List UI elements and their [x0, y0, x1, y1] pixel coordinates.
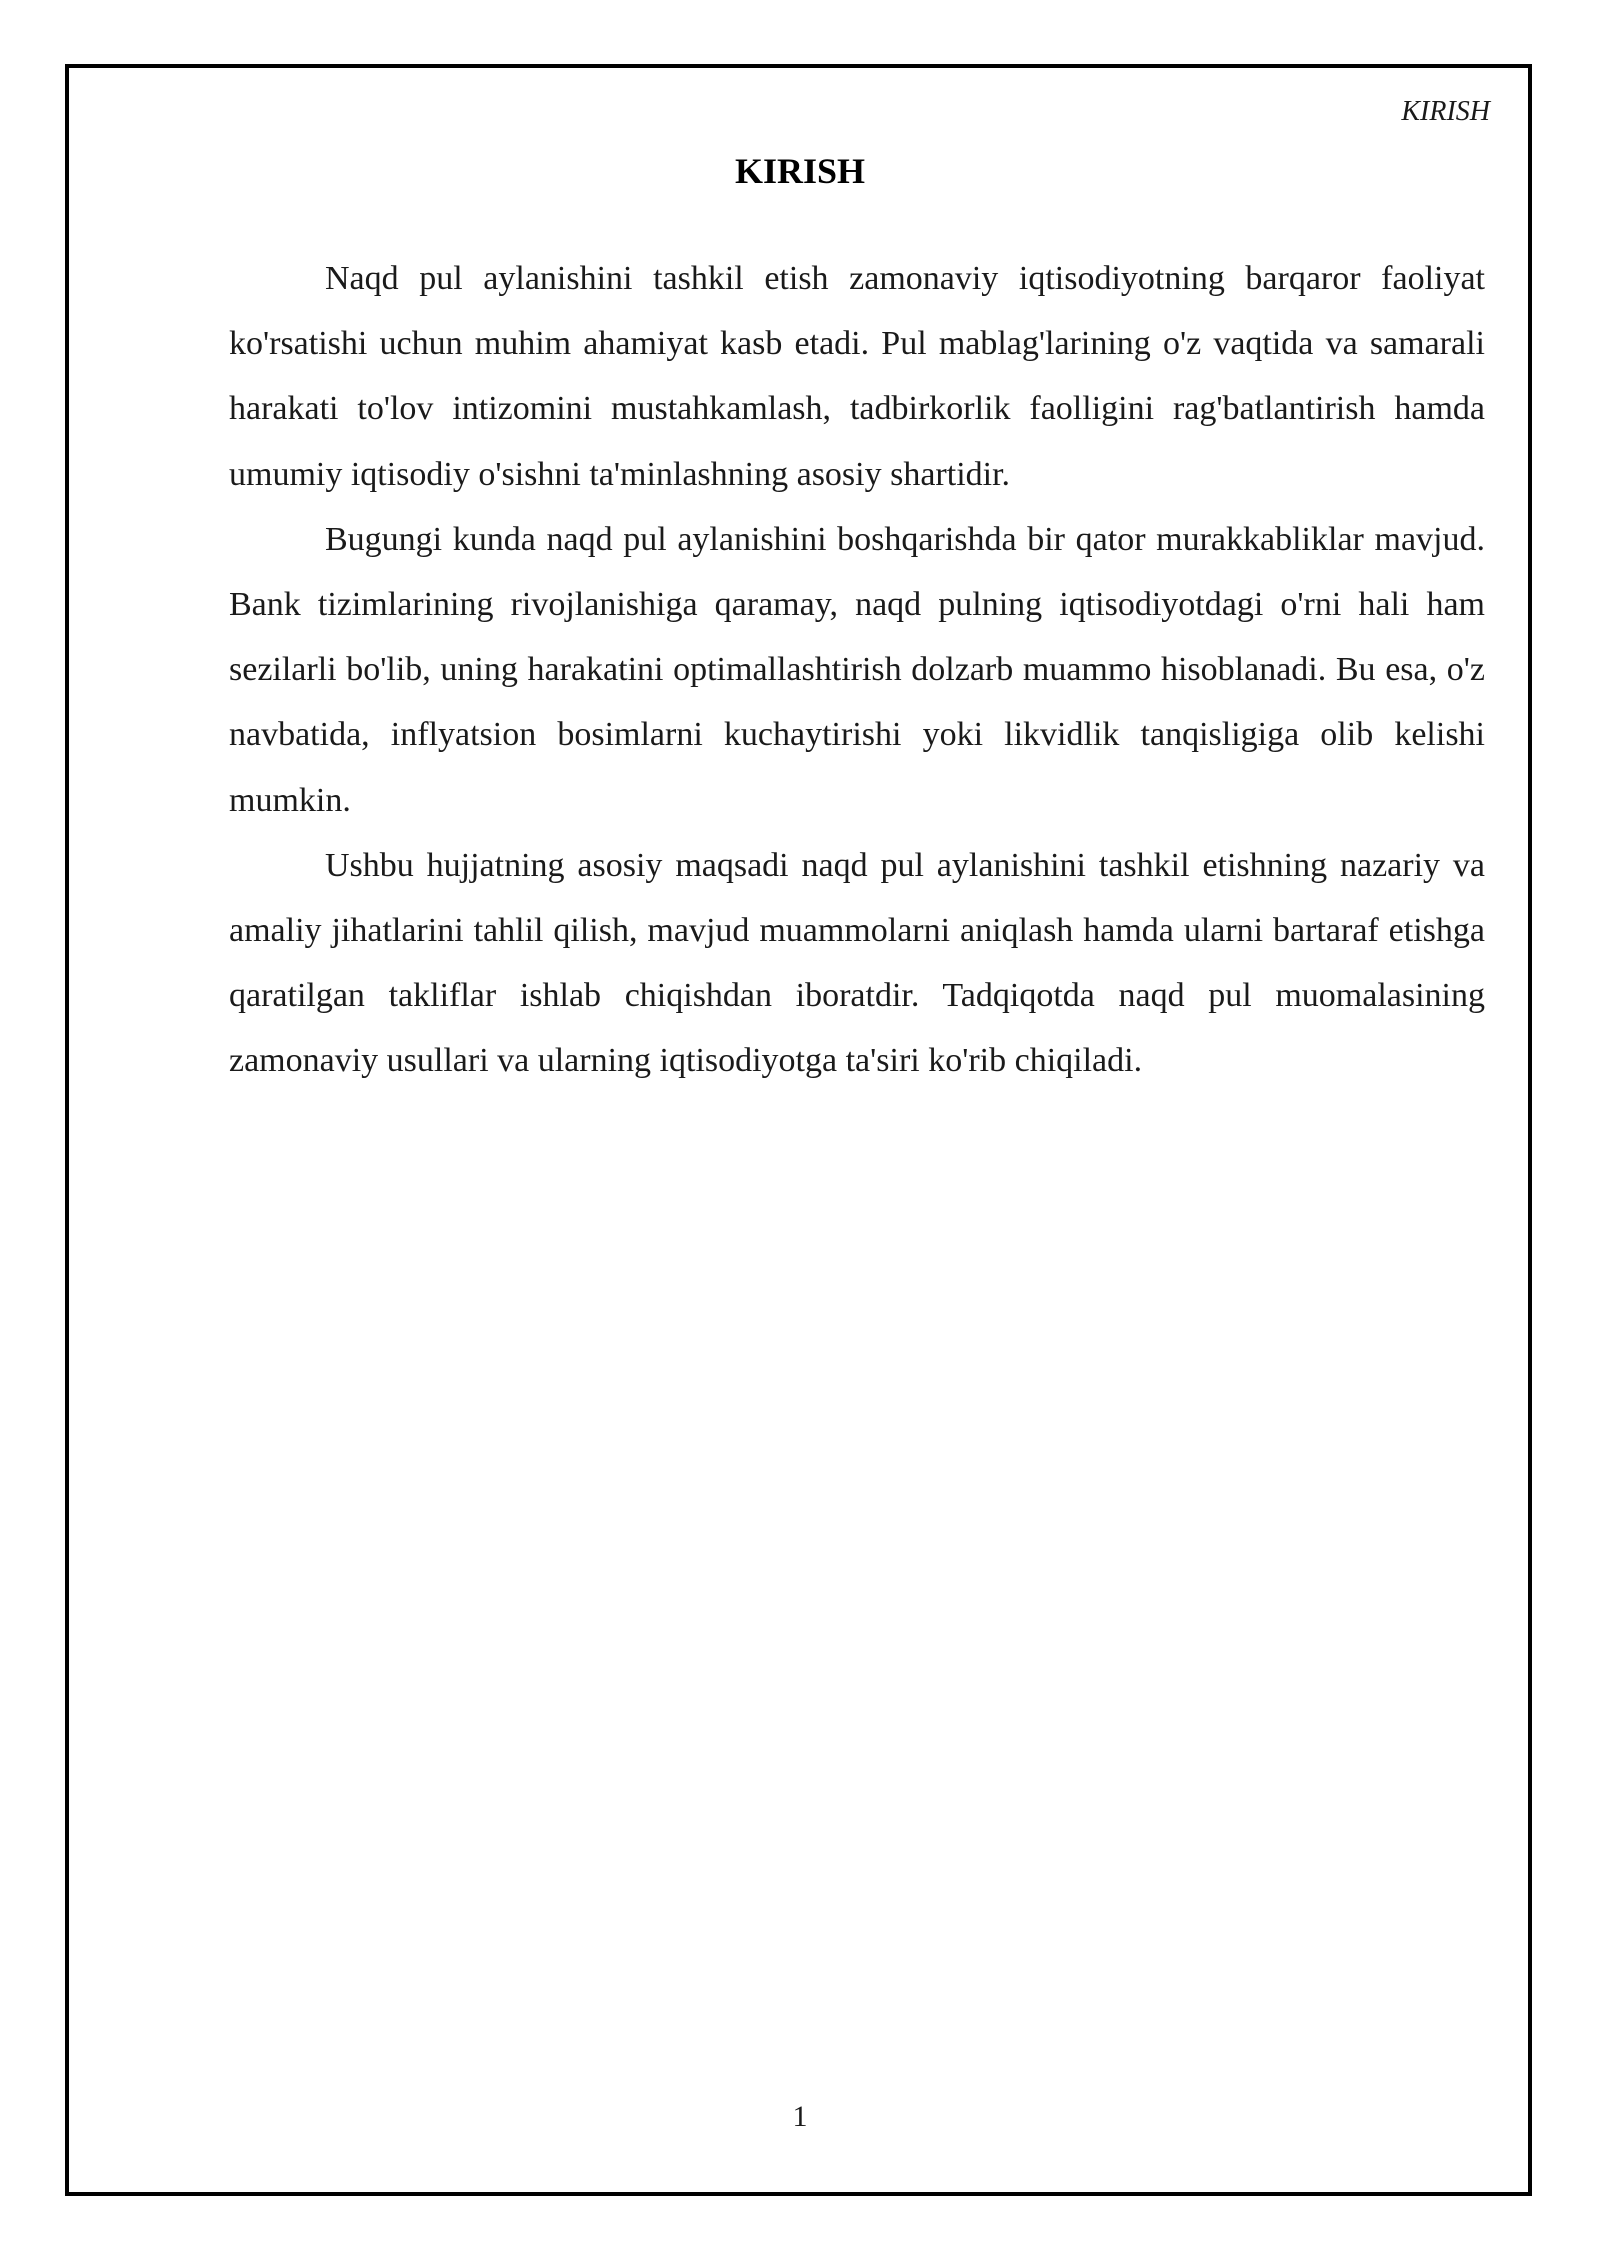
document-body [229, 246, 1485, 1094]
paragraph: Ushbu hujjatning asosiy maqsadi naqd pul aylanishini tashkil etishning nazariy va amaliy jihatlarini tahlil qilish, mavjud muammolarni aniqlash hamda ularni bartaraf etishga qaratilgan takliflar ishlab chiqishdan iboratdir. Tadqiqotda naqd pul muomalasining zamonaviy usullari va ularning iqtisodiyotga ta'siri ko'rib chiqiladi. [229, 846, 1485, 1080]
paragraph: Naqd pul aylanishini tashkil etish zamonaviy iqtisodiyotning barqaror faoliyat ko'rsatishi uchun muhim ahamiyat kasb etadi. Pul mablag'larining o'z vaqtida va samarali harakati to'lov intizomini mustahkamlash, tadbirkorlik faolligini rag'batlantirish hamda umumiy iqtisodiy o'sishni ta'minlashning asosiy shartidir. [229, 260, 1485, 493]
page-number: 1 [792, 2100, 808, 2133]
paragraph: Bugungi kunda naqd pul aylanishini boshqarishda bir qator murakkabliklar mavjud. Bank tizimlarining rivojlanishiga qaramay, naqd pulning iqtisodiyotdagi o'rni hali ham sezilarli bo'lib, uning harakatini optimallashtirish dolzarb muammo hisoblanadi. Bu esa, o'z navbatida, inflyatsion bosimlarni kuchaytirishi yoki likvidlik tanqisligiga olib kelishi mumkin. [229, 520, 1485, 819]
running-header: KIRISH [1401, 96, 1490, 127]
page-title: KIRISH [734, 151, 866, 191]
